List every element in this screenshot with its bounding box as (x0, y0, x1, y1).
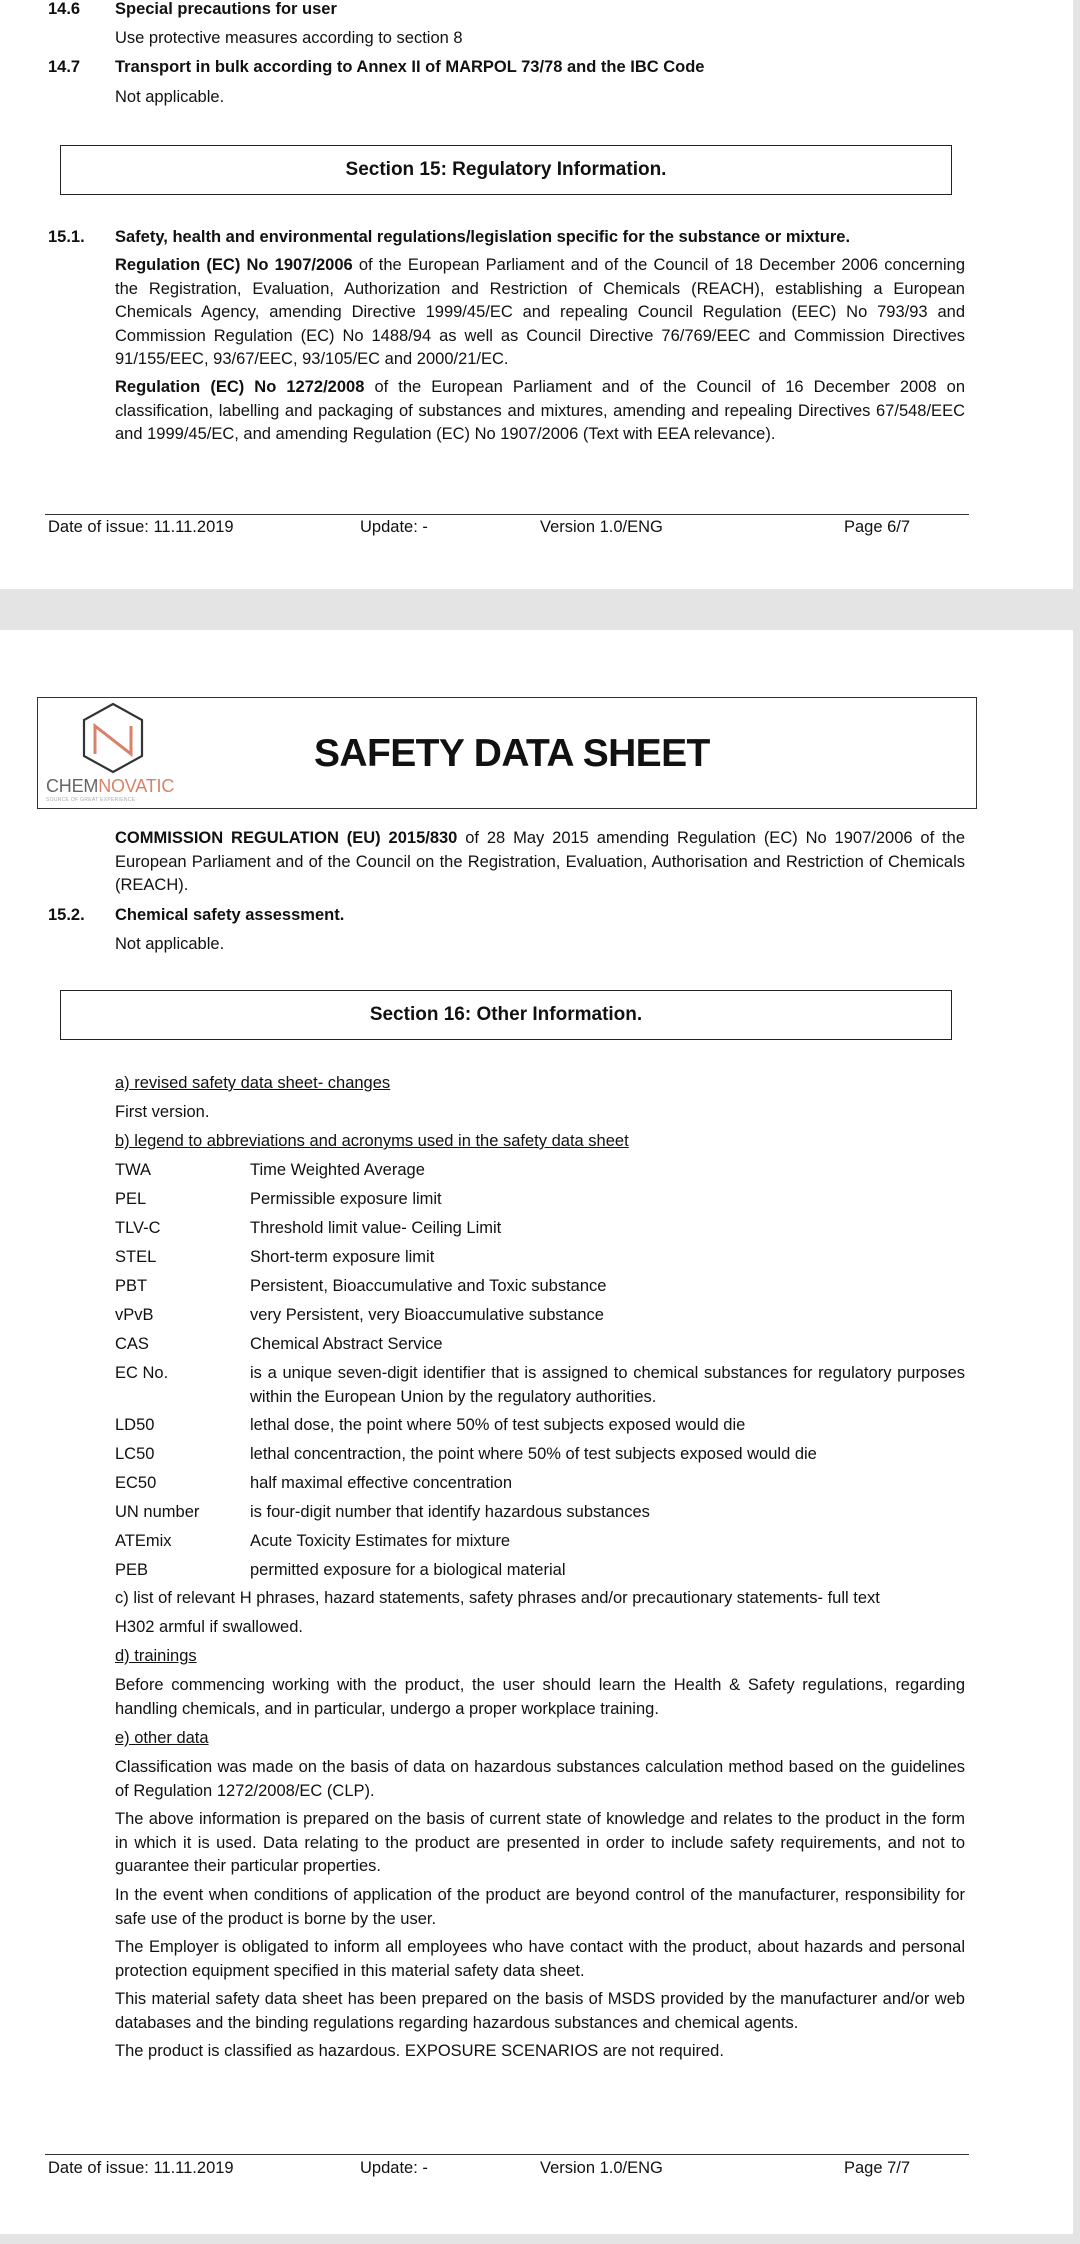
abbreviation-definition: very Persistent, very Bioaccumulative substance (250, 1306, 604, 1324)
section-15-title-box: Section 15: Regulatory Information. (60, 145, 952, 195)
abbreviation-term: LC50 (115, 1445, 155, 1463)
commission-regulation-paragraph (115, 827, 965, 898)
footer-version: Version 1.0/ENG (540, 518, 663, 536)
abbreviation-definition: Short-term exposure limit (250, 1248, 435, 1266)
abbreviation-definition: Time Weighted Average (250, 1161, 425, 1179)
abbreviation-term: CAS (115, 1335, 149, 1353)
abbreviation-definition: Permissible exposure limit (250, 1190, 442, 1208)
abbreviation-term: PEB (115, 1561, 149, 1579)
section-text: Not applicable. (115, 935, 225, 953)
other-data-paragraph: In the event when conditions of application of the product are beyond control of the manufacturer, responsibility for safe use of the product is borne by the user. (115, 1886, 965, 1928)
abbreviation-definition: Threshold limit value- Ceiling Limit (250, 1219, 502, 1237)
footer-version: Version 1.0/ENG (540, 2159, 663, 2177)
logo-novatic: NOVATIC (98, 776, 175, 796)
abbreviation-term: ATEmix (115, 1532, 172, 1550)
hexagon-logo-icon (80, 701, 146, 775)
abbreviation-definition: is a unique seven-digit identifier that is assigned to chemical substances for regulatory purposes within the European Union by the regulatory authorities. (250, 1364, 965, 1406)
other-data-paragraph: The product is classified as hazardous. EXPOSURE SCENARIOS are not required. (115, 2042, 724, 2060)
document-title: SAFETY DATA SHEET (314, 732, 710, 775)
subsection-heading: c) list of relevant H phrases, hazard statements, safety phrases and/or precautionary statements- full text (115, 1589, 880, 1607)
section-number: 15.1. (48, 228, 85, 246)
subsection-heading: e) other data (115, 1729, 209, 1747)
abbreviation-definition: lethal dose, the point where 50% of test subjects exposed would die (250, 1416, 746, 1434)
document-page-6 (0, 0, 1073, 589)
abbreviation-definition: half maximal effective concentration (250, 1474, 512, 1492)
abbreviation-definition: permitted exposure for a biological material (250, 1561, 566, 1579)
regulation-name: Regulation (EC) No 1907/2006 (115, 256, 353, 274)
abbreviation-definition: Chemical Abstract Service (250, 1335, 443, 1353)
abbreviation-term: EC No. (115, 1364, 169, 1382)
section-number: 14.7 (48, 58, 81, 76)
abbreviation-term: PEL (115, 1190, 147, 1208)
footer-page-number: Page 7/7 (844, 2159, 911, 2177)
subsection-text: H302 armful if swallowed. (115, 1618, 303, 1636)
footer-divider (45, 514, 969, 515)
footer-divider (45, 2154, 969, 2155)
regulation-text: of the European Parliament and of the Council of 16 December 2008 on classification, labelling and packaging of substances and mixtures, amending and repealing Directives 67/548/EEC and 1999/45/EC, and amending Regulation (EC) No 1907/2006 (Text with EEA relevance). (115, 378, 965, 443)
footer-date: Date of issue: 11.11.2019 (48, 2159, 234, 2177)
abbreviation-term: vPvB (115, 1306, 154, 1324)
section-text: Not applicable. (115, 88, 225, 106)
section-16-title-box: Section 16: Other Information. (60, 990, 952, 1040)
logo-chem: CHEM (46, 776, 99, 796)
abbreviation-term: UN number (115, 1503, 200, 1521)
footer-page-number: Page 6/7 (844, 518, 911, 536)
abbreviation-definition: Persistent, Bioaccumulative and Toxic substance (250, 1277, 607, 1295)
section-heading: Special precautions for user (115, 0, 337, 18)
regulation-name: Regulation (EC) No 1272/2008 (115, 378, 365, 396)
abbreviation-term: TWA (115, 1161, 152, 1179)
other-data-paragraph: The Employer is obligated to inform all employees who have contact with the product, about hazards and personal protection equipment specified in this material safety data sheet. (115, 1938, 965, 1980)
regulation-paragraph (115, 376, 965, 447)
subsection-heading: b) legend to abbreviations and acronyms used in the safety data sheet (115, 1132, 629, 1150)
section-heading: Transport in bulk according to Annex II of MARPOL 73/78 and the IBC Code (115, 58, 705, 76)
abbreviation-term: LD50 (115, 1416, 155, 1434)
subsection-text: First version. (115, 1103, 210, 1121)
subsection-text: Before commencing working with the product, the user should learn the Health & Safety regulations, regarding handling chemicals, and in particular, undergo a proper workplace training. (115, 1676, 965, 1718)
other-data-paragraph: This material safety data sheet has been prepared on the basis of MSDS provided by the manufacturer and/or web databases and the binding regulations regarding hazardous substances and chemical agents. (115, 1990, 965, 2032)
footer-update: Update: - (360, 2159, 428, 2177)
footer-date: Date of issue: 11.11.2019 (48, 518, 234, 536)
section-heading: Chemical safety assessment. (115, 906, 345, 924)
abbreviation-definition: is four-digit number that identify hazardous substances (250, 1503, 650, 1521)
company-logo-text (46, 776, 174, 797)
subsection-heading: d) trainings (115, 1647, 197, 1665)
logo-tagline: SOURCE OF GREAT EXPERIENCE (46, 797, 136, 803)
abbreviation-term: TLV-C (115, 1219, 161, 1237)
section-number: 14.6 (48, 0, 81, 18)
section-text: Use protective measures according to section 8 (115, 29, 463, 47)
regulation-name: COMMISSION REGULATION (EU) 2015/830 (115, 829, 458, 847)
abbreviation-term: EC50 (115, 1474, 157, 1492)
abbreviation-term: STEL (115, 1248, 157, 1266)
regulation-text: of 28 May 2015 amending Regulation (EC) No 1907/2006 of the European Parliament and of the Council on the Registration, Evaluation, Authorisation and Restriction of Chemicals (REACH). (115, 829, 965, 894)
regulation-paragraph (115, 254, 965, 372)
document-header (37, 697, 977, 809)
abbreviation-definition: lethal concentraction, the point where 50% of test subjects exposed would die (250, 1445, 817, 1463)
section-number: 15.2. (48, 906, 85, 924)
abbreviation-term: PBT (115, 1277, 148, 1295)
footer-update: Update: - (360, 518, 428, 536)
subsection-heading: a) revised safety data sheet- changes (115, 1074, 391, 1092)
other-data-paragraph: Classification was made on the basis of data on hazardous substances calculation method based on the guidelines of Regulation 1272/2008/EC (CLP). (115, 1758, 965, 1800)
abbreviation-definition: Acute Toxicity Estimates for mixture (250, 1532, 511, 1550)
regulation-text: of the European Parliament and of the Council of 18 December 2006 concerning the Registration, Evaluation, Authorization and Restriction of Chemicals (REACH), establishing a European Chemicals Agency, amending Directive 1999/45/EC and repealing Council Regulation (EEC) No 793/93 and Commission Regulation (EC) No 1488/94 as well as Council Directive 76/769/EEC and Commission Directives 91/155/EEC, 93/67/EEC, 93/105/EC and 2000/21/EC. (115, 256, 966, 368)
section-heading: Safety, health and environmental regulations/legislation specific for the substance or mixture. (115, 228, 851, 246)
other-data-paragraph: The above information is prepared on the basis of current state of knowledge and relates to the product in the form in which it is used. Data relating to the product are presented in order to include safety requirements, and not to guarantee their particular properties. (115, 1810, 965, 1875)
